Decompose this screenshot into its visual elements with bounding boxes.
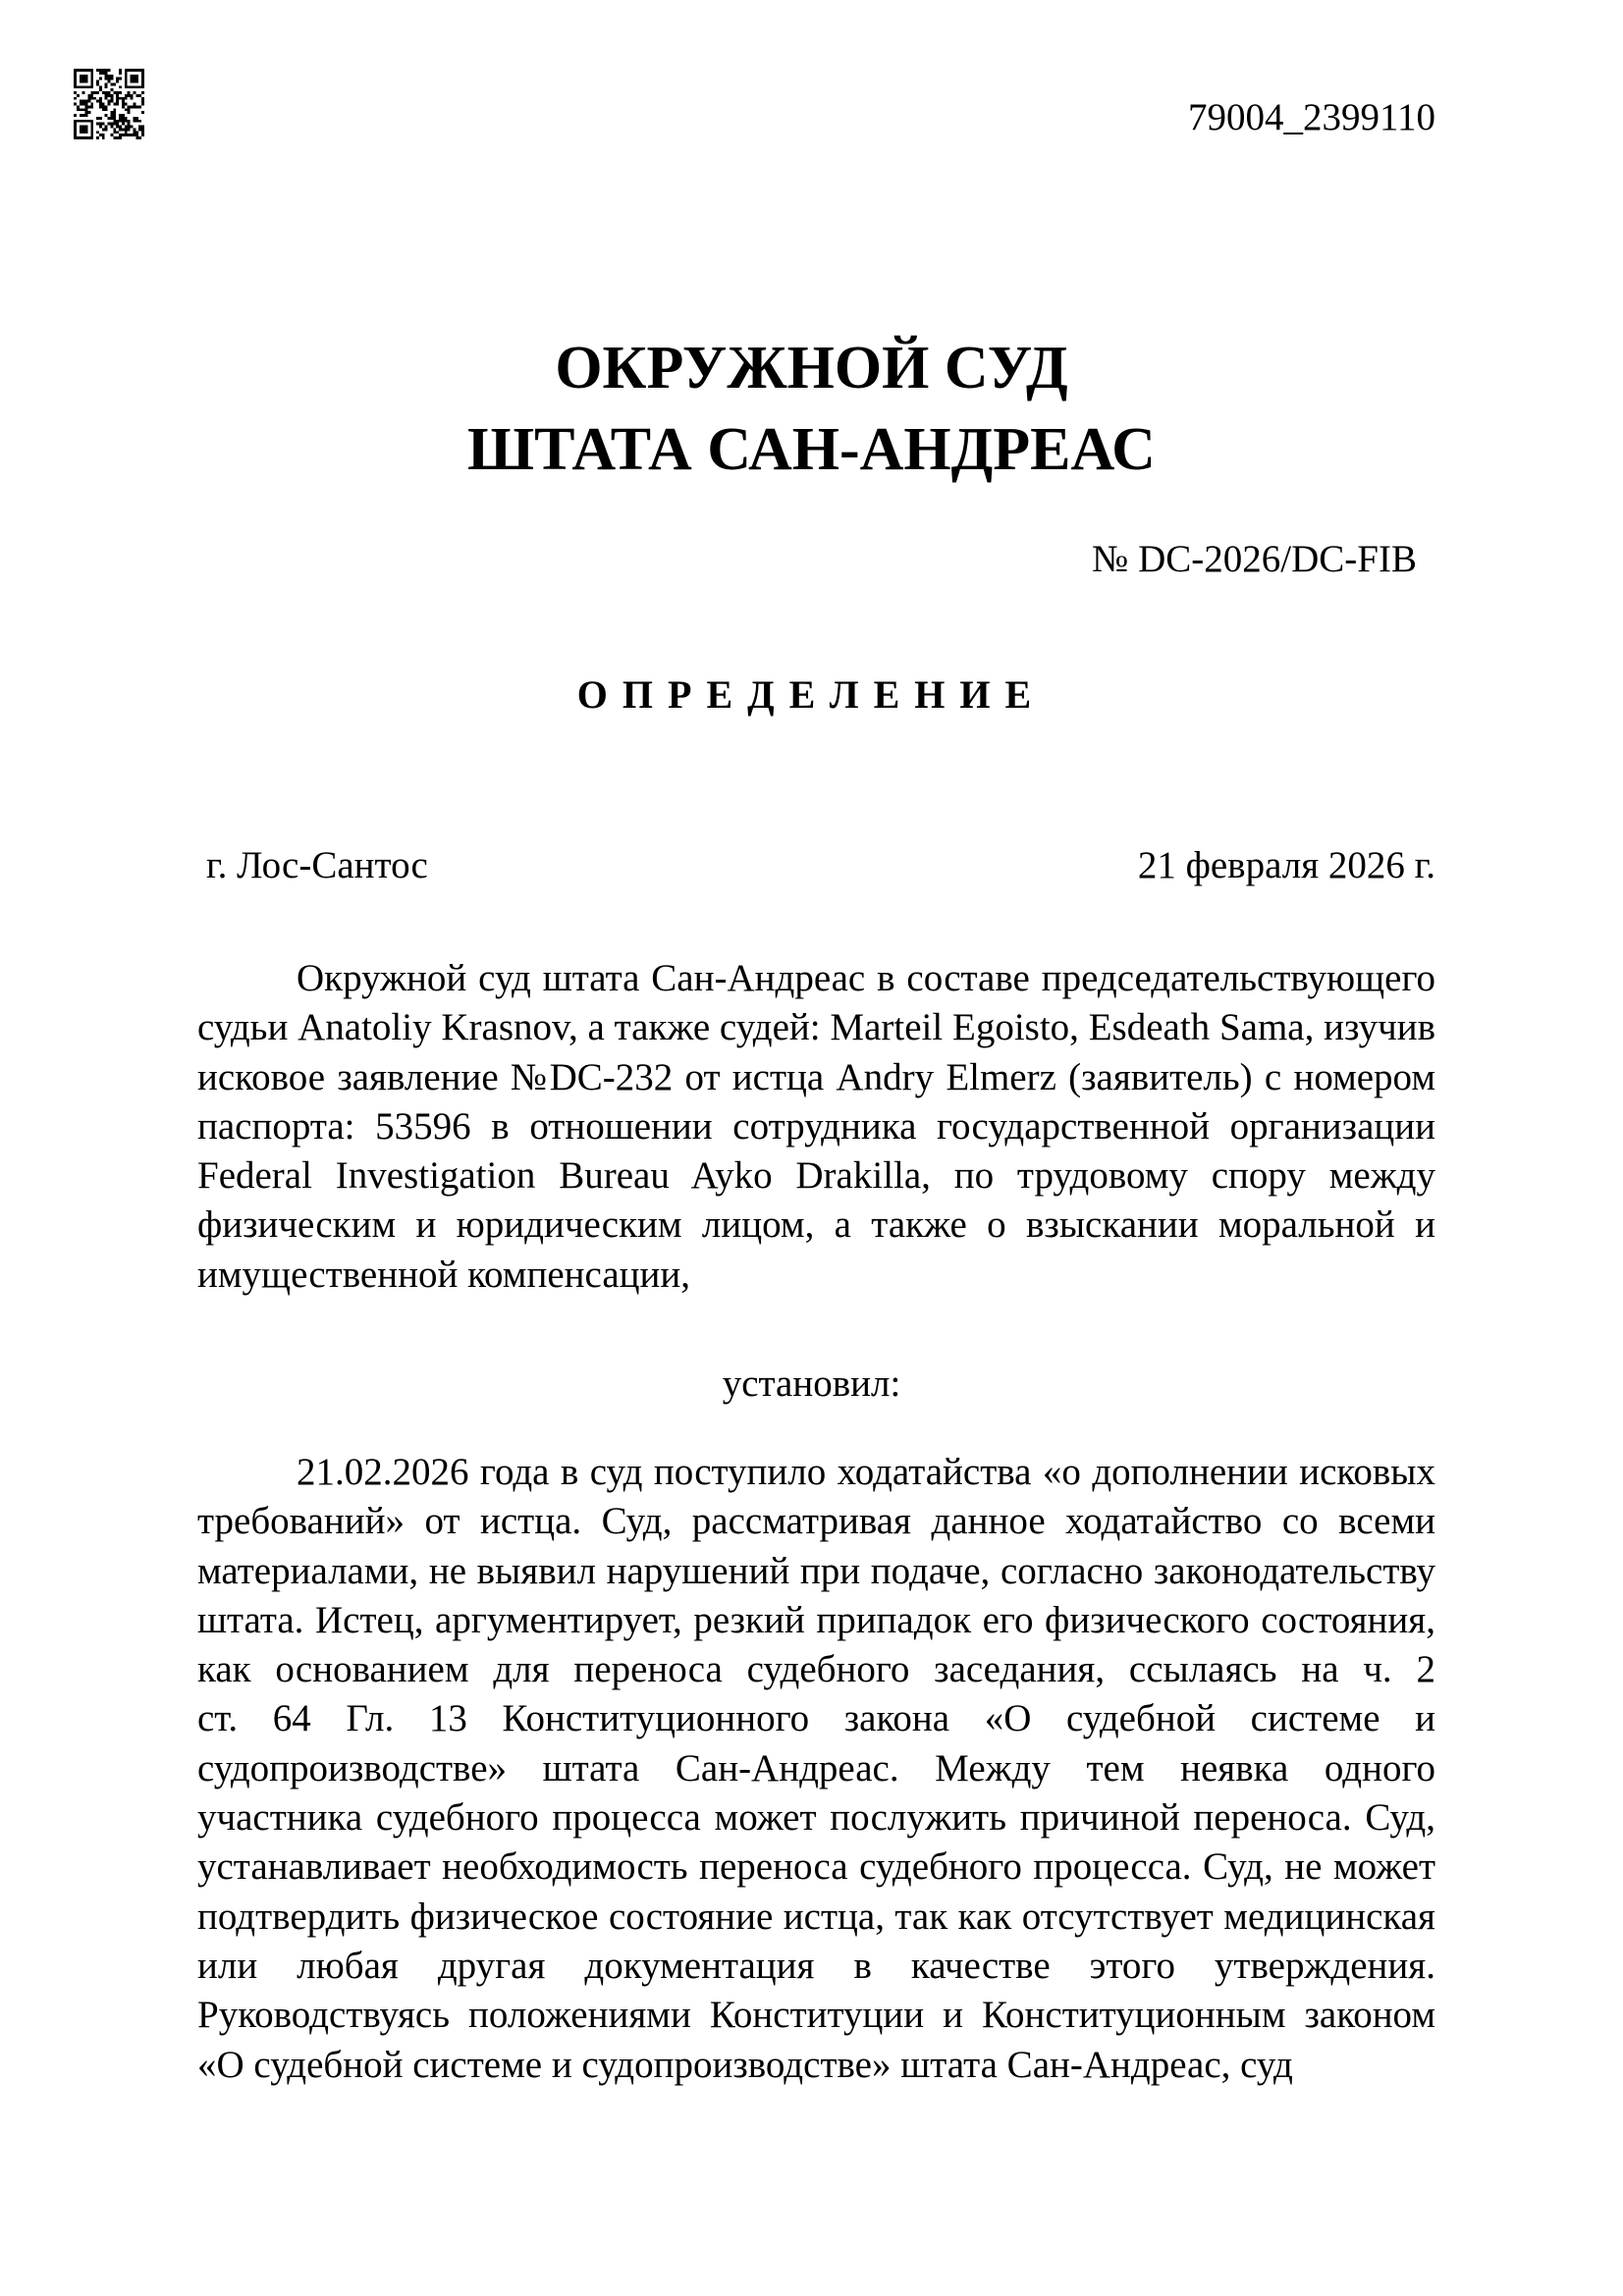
text-line: Руководствуясь положениями Конституции и Конституционным законом xyxy=(197,1994,1435,2037)
text-line: подтвердить физическое состояние истца, так как отсутствует медицинская xyxy=(197,1895,1435,1938)
court-title-line1: ОКРУЖНОЙ СУД xyxy=(555,335,1068,401)
text-line: участника судебного процесса может послужить причиной переноса. Суд, xyxy=(197,1796,1435,1840)
text-line: судьи Anatoliy Krasnov, а также судей: Marteil Egoisto, Esdeath Sama, изучив xyxy=(197,1006,1435,1049)
text-line: исковое заявление №DC-232 от истца Andry Elmerz (заявитель) с номером xyxy=(197,1055,1435,1098)
paragraph-findings xyxy=(197,1448,1435,2090)
text-line: паспорта: 53596 в отношении сотрудника государственной организации xyxy=(197,1104,1435,1148)
text-line: требований» от истца. Суд, рассматривая данное ходатайство со всеми xyxy=(197,1500,1435,1543)
text-line: судопроизводстве» штата Сан-Андреас. Между тем неявка одного xyxy=(197,1746,1435,1789)
text-line: или любая другая документация в качестве этого утверждения. xyxy=(197,1944,1435,1987)
city: г. Лос-Сантос xyxy=(206,844,428,886)
text-line: штата. Истец, аргументирует, резкий припадок его физического состояния, xyxy=(197,1598,1435,1641)
text-line: имущественной компенсации, xyxy=(197,1253,690,1296)
text-line: «О судебной системе и судопроизводстве» штата Сан-Андреас, суд xyxy=(197,2043,1293,2086)
paragraph-intro xyxy=(197,954,1435,1300)
text-line: устанавливает необходимость переноса судебного процесса. Суд, не может xyxy=(197,1845,1435,1889)
qr-code xyxy=(74,67,144,141)
text-line: ст. 64 Гл. 13 Конституционного закона «О судебной системе и xyxy=(197,1697,1435,1740)
established-heading: установил: xyxy=(722,1362,901,1405)
date: 21 февраля 2026 г. xyxy=(1137,844,1435,886)
text-line: Federal Investigation Bureau Ayko Drakilla, по трудовому спору между xyxy=(197,1154,1435,1198)
text-line: 21.02.2026 года в суд поступило ходатайства «о дополнении исковых xyxy=(297,1451,1435,1493)
document-number: 79004_2399110 xyxy=(1187,96,1435,138)
text-line: Окружной суд штата Сан-Андреас в составе председательствующего xyxy=(297,957,1435,999)
court-title-line2: ШТАТА САН-АНДРЕАС xyxy=(467,416,1156,483)
text-line: физическим и юридическим лицом, а также о взыскании моральной и xyxy=(197,1203,1435,1247)
text-line: материалами, не выявил нарушений при подаче, согласно законодательству xyxy=(197,1549,1435,1592)
document-type-heading: ОПРЕДЕЛЕНИЕ xyxy=(576,672,1047,717)
text-line: как основанием для переноса судебного заседания, ссылаясь на ч. 2 xyxy=(197,1648,1435,1691)
case-number: № DC-2026/DC-FIB xyxy=(1092,538,1417,580)
